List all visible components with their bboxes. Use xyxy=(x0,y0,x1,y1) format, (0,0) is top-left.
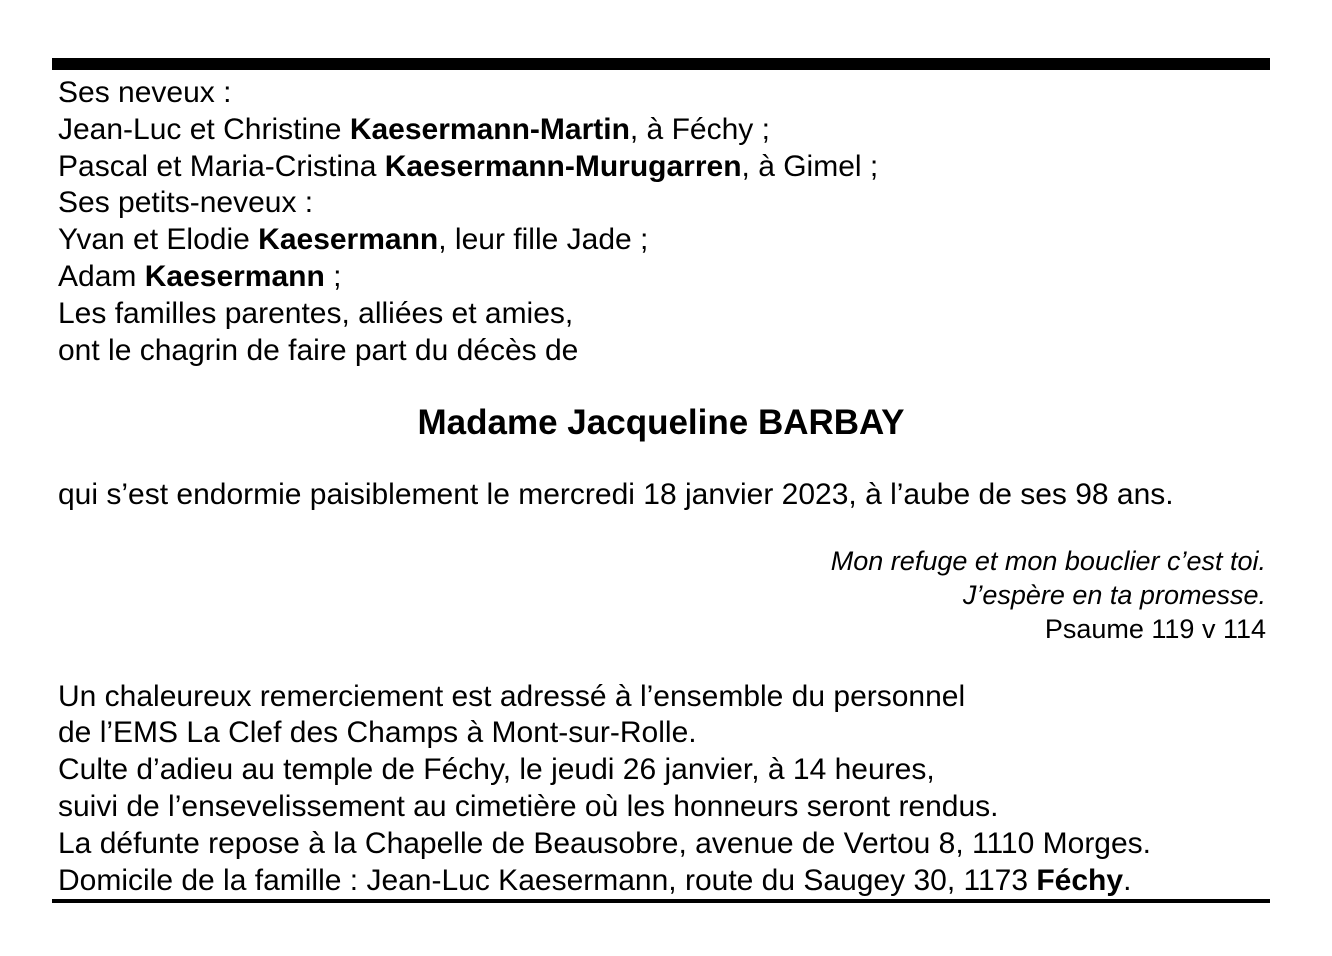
family-line-2: Pascal et Maria-Cristina Kaesermann-Murugarren, à Gimel ; xyxy=(58,150,879,183)
bottom-rule xyxy=(52,899,1270,903)
death-notice: qui s’est endormie paisiblement le mercredi 18 janvier 2023, à l’aube de ses 98 ans. xyxy=(58,478,1174,511)
family-line-5: Les familles parentes, alliées et amies, xyxy=(58,297,574,330)
closing-line-3: Culte d’adieu au temple de Féchy, le jeudi 26 janvier, à 14 heures, xyxy=(58,753,935,786)
family-surname: Kaesermann-Martin xyxy=(349,113,630,146)
closing-line-6: Domicile de la famille : Jean-Luc Kaesermann, route du Saugey 30, 1173 Féchy. xyxy=(58,864,1132,897)
family-surname: Kaesermann xyxy=(144,260,325,293)
top-rule xyxy=(52,58,1270,70)
closing-line-2: de l’EMS La Clef des Champs à Mont-sur-Rolle. xyxy=(58,716,697,749)
verse-line-2: J’espère en ta promesse. xyxy=(962,580,1266,610)
verse-line-1: Mon refuge et mon bouclier c’est toi. xyxy=(830,546,1266,576)
nephews-heading: Ses neveux : xyxy=(58,76,232,109)
family-surname: Kaesermann xyxy=(258,223,439,256)
grandnephews-heading: Ses petits-neveux : xyxy=(58,186,314,219)
closing-line-4: suivi de l’ensevelissement au cimetière où les honneurs seront rendus. xyxy=(58,790,999,823)
family-line-6: ont le chagrin de faire part du décès de xyxy=(58,334,579,367)
family-town: Féchy xyxy=(1036,864,1124,897)
verse-reference: Psaume 119 v 114 xyxy=(1044,614,1266,644)
closing-line-1: Un chaleureux remerciement est adressé à l’ensemble du personnel xyxy=(58,680,966,713)
family-surname: Kaesermann-Murugarren xyxy=(384,150,742,183)
deceased-name: Madame Jacqueline BARBAY xyxy=(417,403,905,442)
closing-line-5: La défunte repose à la Chapelle de Beausobre, avenue de Vertou 8, 1110 Morges. xyxy=(58,827,1152,860)
family-line-1: Jean-Luc et Christine Kaesermann-Martin, à Féchy ; xyxy=(58,113,770,146)
family-line-4: Adam Kaesermann ; xyxy=(58,260,342,293)
family-line-3: Yvan et Elodie Kaesermann, leur fille Jade ; xyxy=(58,223,649,256)
